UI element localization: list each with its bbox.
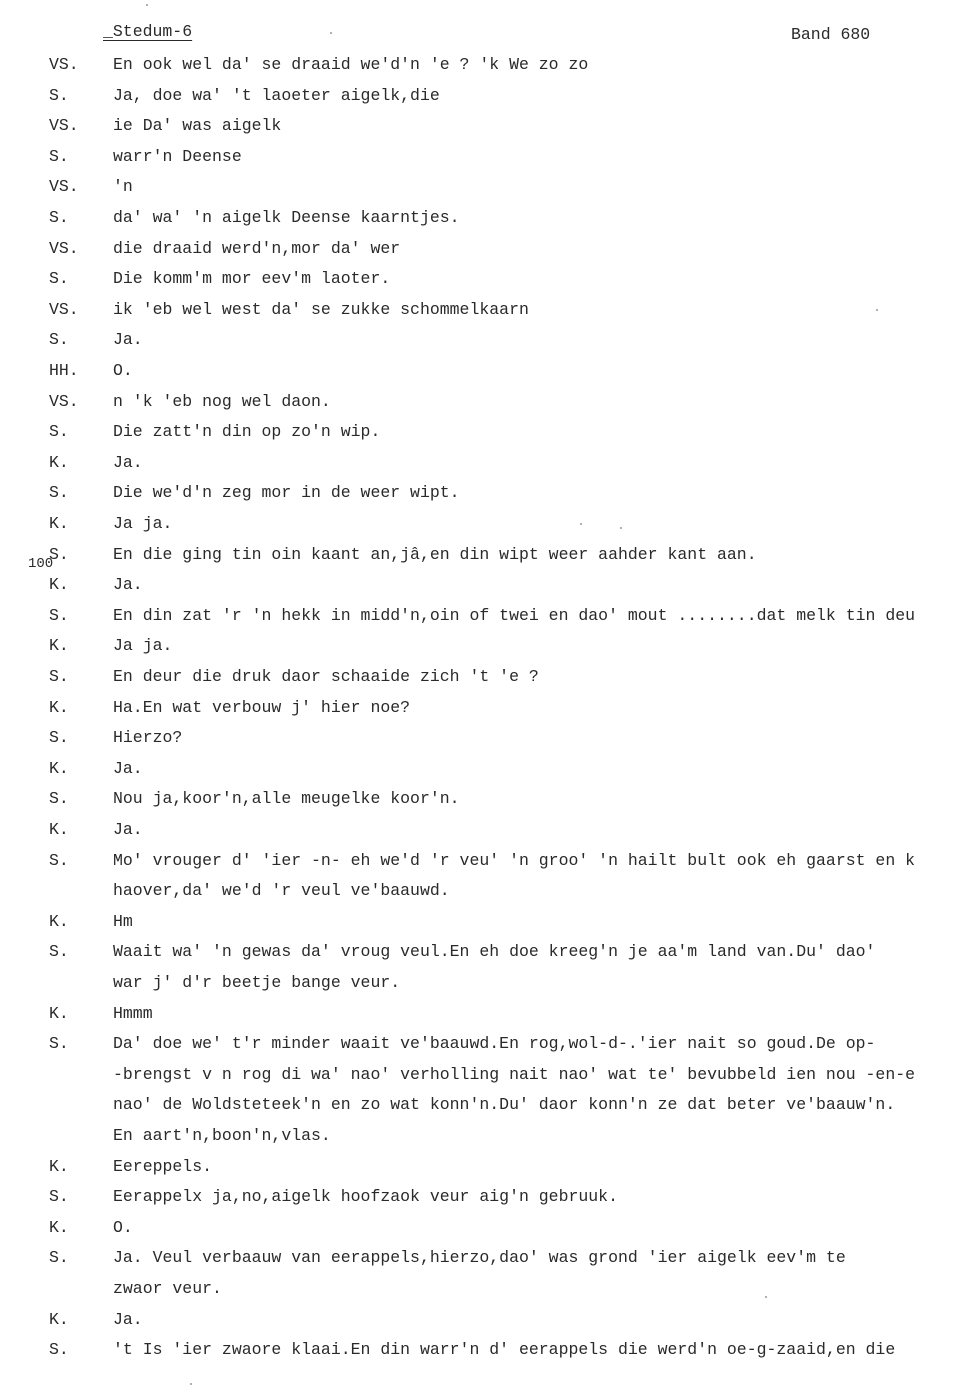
transcript-line: [0, 818, 973, 842]
transcript-line: [0, 175, 973, 199]
speaker-label: S.: [49, 544, 69, 564]
transcript-line: [0, 237, 973, 261]
speaker-label: K.: [49, 1003, 69, 1023]
utterance-text: Eerappelx ja,no,aigelk hoofzaok veur aig'n gebruuk.: [113, 1187, 618, 1207]
transcript-line: [0, 1124, 973, 1148]
transcript-line: [0, 604, 973, 628]
utterance-text: Die we'd'n zeg mor in de weer wipt.: [113, 483, 460, 503]
speaker-label: S.: [49, 1248, 69, 1268]
transcript-line: [0, 84, 973, 108]
utterance-text: Nou ja,koor'n,alle meugelke koor'n.: [113, 789, 460, 809]
utterance-text: Ja.: [113, 330, 143, 350]
transcript-line: [0, 726, 973, 750]
utterance-text: En ook wel da' se draaid we'd'n 'e ? 'k We zo zo: [113, 55, 589, 74]
speaker-label: K.: [49, 911, 69, 931]
utterance-text: nao' de Woldsteteek'n en zo wat konn'n.Du' daor konn'n ze dat beter ve'baauw'n.: [113, 1095, 896, 1115]
speaker-label: S.: [49, 605, 69, 625]
utterance-text: En din zat 'r 'n hekk in midd'n,oin of twei en dao' mout ........dat melk tin deu: [113, 605, 916, 625]
speaker-label: S.: [49, 269, 69, 289]
speaker-label: S.: [49, 330, 69, 350]
margin-counter-note: 100: [28, 556, 54, 572]
utterance-text: Hm: [113, 911, 133, 931]
speaker-label: K.: [49, 514, 69, 533]
scan-speck: [620, 527, 622, 529]
transcript-line: [0, 879, 973, 903]
transcript-line: [0, 1002, 973, 1026]
speaker-label: S.: [49, 146, 69, 166]
speaker-label: VS.: [49, 391, 79, 411]
utterance-text: Hmmm: [113, 1003, 153, 1023]
utterance-text: -brengst v n rog di wa' nao' verholling nait nao' wat te' bevubbeld ien nou -en-e: [113, 1064, 916, 1084]
utterance-text: Die zatt'n din op zo'n wip.: [113, 422, 381, 442]
transcript-line: [0, 359, 973, 383]
speaker-label: K.: [49, 1156, 69, 1176]
utterance-text: Ja, doe wa' 't laoeter aigelk,die: [113, 85, 440, 105]
transcript-line: [0, 298, 973, 322]
utterance-text: En deur die druk daor schaaide zich 't 'e ?: [113, 667, 539, 686]
speaker-label: K.: [49, 1309, 69, 1329]
transcript-line: [0, 481, 973, 505]
utterance-text: warr'n Deense: [113, 146, 242, 166]
speaker-label: S.: [49, 422, 69, 442]
scan-speck: [580, 523, 582, 525]
transcript-line: [0, 114, 973, 138]
transcript-line: [0, 1246, 973, 1270]
speaker-label: S.: [49, 728, 69, 748]
scan-speck: [190, 1383, 192, 1385]
transcript-line: [0, 420, 973, 444]
speaker-label: K.: [49, 636, 69, 656]
speaker-label: VS.: [49, 116, 79, 136]
scan-speck: [146, 4, 148, 6]
speaker-label: VS.: [49, 299, 79, 319]
speaker-label: S.: [49, 483, 69, 503]
transcript-line: [0, 910, 973, 934]
utterance-text: Ja.: [113, 758, 143, 778]
transcript-line: [0, 1308, 973, 1332]
scan-speck: [765, 1296, 767, 1298]
utterance-text: war j' d'r beetje bange veur.: [113, 973, 401, 992]
utterance-text: ik 'eb wel west da' se zukke schommelkaarn: [113, 299, 529, 319]
speaker-label: S.: [49, 85, 69, 105]
page-title: _Stedum-6: [103, 22, 193, 41]
utterance-text: Ja ja.: [113, 636, 173, 656]
speaker-label: K.: [49, 758, 69, 778]
speaker-label: S.: [49, 850, 69, 870]
transcript-line: [0, 390, 973, 414]
transcript-line: [0, 451, 973, 475]
utterance-text: En die ging tin oin kaant an,jâ,en din wipt weer aahder kant aan.: [113, 544, 757, 564]
transcript-line: [0, 787, 973, 811]
speaker-label: S.: [49, 1187, 69, 1207]
utterance-text: Ja ja.: [113, 514, 173, 533]
transcript-line: [0, 1338, 973, 1362]
utterance-text: Ja.: [113, 1309, 143, 1329]
transcript-line: [0, 512, 973, 536]
utterance-text: Ja.: [113, 452, 143, 472]
transcript-line: [0, 1277, 973, 1301]
utterance-text: Die komm'm mor eev'm laoter.: [113, 269, 391, 289]
speaker-label: S.: [49, 1340, 69, 1360]
speaker-label: VS.: [49, 238, 79, 258]
transcript-line: [0, 1185, 973, 1209]
speaker-label: S.: [49, 1034, 69, 1054]
transcript-line: [0, 757, 973, 781]
utterance-text: 't Is 'ier zwaore klaai.En din warr'n d' eerappels die werd'n oe-g-zaaid,en die: [113, 1340, 896, 1360]
transcript-line: [0, 328, 973, 352]
utterance-text: Ha.En wat verbouw j' hier noe?: [113, 697, 411, 717]
utterance-text: Ja.: [113, 575, 143, 595]
speaker-label: S.: [49, 789, 69, 809]
utterance-text: Da' doe we' t'r minder waait ve'baauwd.En rog,wol-d-.'ier nait so goud.De op-: [113, 1034, 876, 1054]
utterance-text: Hierzo?: [113, 728, 183, 748]
transcript-line: [0, 1063, 973, 1087]
speaker-label: K.: [49, 575, 69, 595]
utterance-text: die draaid werd'n,mor da' wer: [113, 238, 401, 258]
speaker-label: S.: [49, 208, 69, 227]
band-number: Band 680: [791, 25, 871, 44]
transcript-line: [0, 1155, 973, 1179]
transcript-line: [0, 849, 973, 873]
transcript-line: [0, 971, 973, 995]
utterance-text: En aart'n,boon'n,vlas.: [113, 1126, 331, 1145]
transcript-line: [0, 634, 973, 658]
utterance-text: Mo' vrouger d' 'ier -n- eh we'd 'r veu' 'n groo' 'n hailt bult ook eh gaarst en k: [113, 850, 916, 870]
speaker-label: VS.: [49, 177, 79, 197]
speaker-label: S.: [49, 942, 69, 962]
transcript-line: [0, 940, 973, 964]
utterance-text: da' wa' 'n aigelk Deense kaarntjes.: [113, 208, 460, 227]
scan-speck: [330, 32, 332, 34]
speaker-label: VS.: [49, 55, 79, 74]
utterance-text: ie Da' was aigelk: [113, 116, 282, 136]
transcript-line: [0, 267, 973, 291]
transcript-line: [0, 1093, 973, 1117]
speaker-label: S.: [49, 667, 69, 686]
speaker-label: K.: [49, 820, 69, 839]
utterance-text: Eereppels.: [113, 1156, 213, 1176]
utterance-text: Waait wa' 'n gewas da' vroug veul.En eh doe kreeg'n je aa'm land van.Du' dao': [113, 942, 876, 962]
speaker-label: HH.: [49, 361, 79, 380]
transcript-line: [0, 665, 973, 689]
transcript-line: [0, 696, 973, 720]
speaker-label: K.: [49, 697, 69, 717]
utterance-text: Ja.: [113, 820, 143, 839]
utterance-text: O.: [113, 361, 133, 380]
utterance-text: 'n: [113, 177, 133, 197]
transcript-line: [0, 1216, 973, 1240]
transcript-line: [0, 1032, 973, 1056]
transcript-line: [0, 53, 973, 77]
transcript-line: [0, 573, 973, 597]
transcript-line: [0, 206, 973, 230]
transcript-line: [0, 543, 973, 567]
speaker-label: K.: [49, 1217, 69, 1237]
utterance-text: Ja. Veul verbaauw van eerappels,hierzo,dao' was grond 'ier aigelk eev'm te: [113, 1248, 846, 1268]
utterance-text: haover,da' we'd 'r veul ve'baauwd.: [113, 881, 450, 901]
utterance-text: zwaor veur.: [113, 1279, 222, 1298]
transcript-line: [0, 145, 973, 169]
speaker-label: K.: [49, 452, 69, 472]
scan-speck: [876, 309, 878, 311]
utterance-text: n 'k 'eb nog wel daon.: [113, 391, 331, 411]
utterance-text: O.: [113, 1217, 133, 1237]
